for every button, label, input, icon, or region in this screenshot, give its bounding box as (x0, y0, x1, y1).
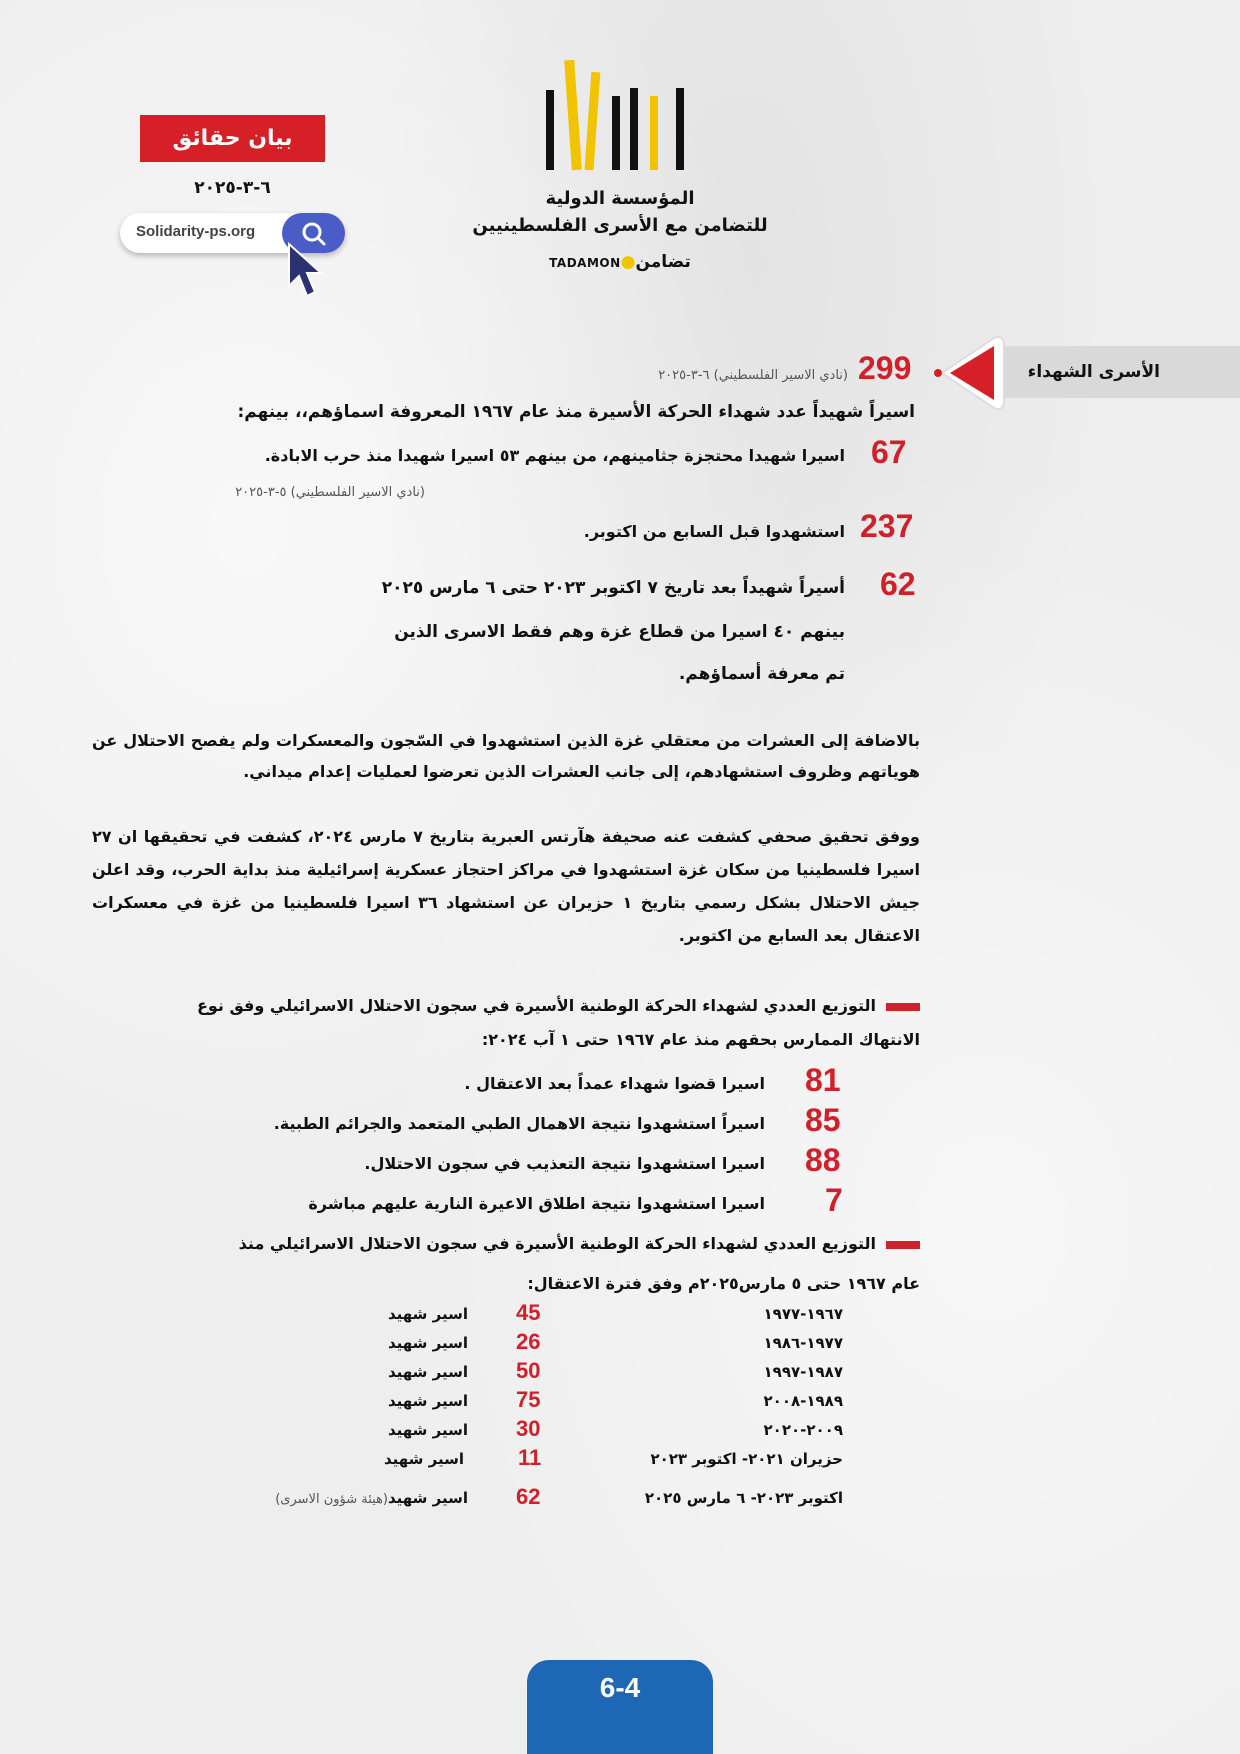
total-martyrs-number: 299 (858, 350, 912, 386)
period-range: اكتوبر ٢٠٢٣- ٦ مارس ٢٠٢٥ (644, 1489, 843, 1507)
website-url: Solidarity-ps.org (136, 223, 256, 240)
mouse-cursor-icon (285, 242, 325, 302)
violation-heading (197, 996, 920, 1015)
after-october-text-2: بينهم ٤٠ اسيرا من قطاع غزة وهم فقط الاسرى الذين (394, 622, 845, 642)
before-october-text: استشهدوا قبل السابع من اكتوبر. (583, 522, 845, 541)
period-range: ١٩٦٧-١٩٧٧ (763, 1305, 843, 1323)
period-label: اسير شهيد (387, 1392, 468, 1410)
section-marker (886, 1241, 920, 1249)
violation-number: 7 (825, 1182, 843, 1218)
held-bodies-source: (نادي الاسير الفلسطيني) ٥-٣-٢٠٢٥ (235, 485, 425, 500)
period-count: 26 (516, 1329, 541, 1354)
period-label: اسير شهيد (387, 1421, 468, 1439)
period-count: 30 (516, 1416, 541, 1441)
after-october-number: 62 (880, 566, 916, 602)
haaretz-investigation-paragraph: ووفق تحقيق صحفي كشفت عنه صحيفة هآرتس العبرية بتاريخ ٧ مارس ٢٠٢٤، كشفت في تحقيقها ان ٢٧ اسيرا فلسطينيا من سكان غزة استشهدوا في مراكز احتجاز عسكرية إسرائيلية منذ بداية الحرب، وقد اعلن جيش الاحتلال بشكل رسمي بتاريخ ١ حزيران عن استشهاد ٣٦ اسيرا فلسطينيا من غزة في معسكرات الاعتقال بعد السابع من اكتوبر. (92, 827, 920, 945)
period-label: اسير شهيد (387, 1305, 468, 1323)
total-martyrs-intro: اسيراً شهيداً عدد شهداء الحركة الأسيرة منذ عام ١٩٦٧ المعروفة اسماؤهم،، بينهم: (237, 402, 915, 422)
violation-number: 85 (805, 1102, 841, 1138)
before-october-number: 237 (860, 508, 914, 544)
period-count: 45 (516, 1300, 541, 1325)
period-count: 75 (516, 1387, 541, 1412)
period-label: اسير شهيد (387, 1489, 468, 1507)
logo-dot: ● (620, 252, 636, 272)
page-number: 6-4 (599, 1672, 641, 1703)
period-range: ١٩٨٧-١٩٩٧ (763, 1363, 843, 1381)
after-october-text-1: أسيراً شهيداً بعد تاريخ ٧ اكتوبر ٢٠٢٣ حتى ٦ مارس ٢٠٢٥ (381, 578, 845, 598)
section-arrow-icon (932, 332, 1012, 414)
period-range: حزيران ٢٠٢١- اكتوبر ٢٠٢٣ (650, 1450, 843, 1468)
period-count: 50 (516, 1358, 541, 1383)
after-october-text-3: تم معرفة أسماؤهم. (678, 664, 845, 684)
logo-org-subtitle: للتضامن مع الأسرى الفلسطينيين (472, 215, 768, 236)
fact-sheet-badge: بيان حقائق (140, 115, 325, 162)
violation-number: 88 (805, 1142, 841, 1178)
fact-sheet-date: ٦-٣-٢٠٢٥ (194, 178, 271, 198)
period-range: ٢٠٠٩-٢٠٢٠ (763, 1421, 843, 1439)
period-range: ١٩٨٩-٢٠٠٨ (763, 1392, 843, 1410)
period-label: اسير شهيد (383, 1450, 464, 1468)
section-marker (886, 1003, 920, 1011)
period-heading-line1: التوزيع العددي لشهداء الحركة الوطنية الأسيرة في سجون الاحتلال الاسرائيلي منذ (238, 1234, 876, 1253)
violation-text: اسيرا استشهدوا نتيجة التعذيب في سجون الاحتلال. (364, 1154, 765, 1173)
period-heading (239, 1234, 920, 1253)
period-heading-line2: عام ١٩٦٧ حتى ٥ مارس٢٠٢٥م وفق فترة الاعتقال: (527, 1274, 920, 1293)
violation-text: اسيرا استشهدوا نتيجة اطلاق الاعيرة النارية عليهم مباشرة (308, 1194, 765, 1213)
logo-org-name: المؤسسة الدولية (545, 188, 695, 209)
logo-wordmark (430, 252, 810, 272)
period-source: (هيئة شؤون الاسرى) (275, 1492, 388, 1507)
period-count: 11 (518, 1445, 542, 1470)
period-range: ١٩٧٧-١٩٨٦ (763, 1334, 843, 1352)
violation-text: اسيراً استشهدوا نتيجة الاهمال الطبي المتعمد والجرائم الطبية. (273, 1114, 765, 1133)
section-tab-label: الأسرى الشهداء (1027, 362, 1160, 382)
gaza-detainees-paragraph: بالاضافة إلى العشرات من معتقلي غزة الذين استشهدوا في السّجون والمعسكرات ولم يفصح الاحتلال عن هوياتهم وظروف استشهادهم، إلى جانب العشرات الذين تعرضوا لعمليات إعدام ميداني. (92, 731, 920, 781)
held-bodies-number: 67 (871, 434, 907, 470)
violation-heading-line1: التوزيع العددي لشهداء الحركة الوطنية الأسيرة في سجون الاحتلال الاسرائيلي وفق نوع (196, 996, 876, 1015)
violation-text: اسيرا قضوا شهداء عمداً بعد الاعتقال . (464, 1074, 765, 1093)
logo-bars-icon (546, 60, 692, 172)
total-martyrs-source: (نادي الاسير الفلسطيني) ٦-٣-٢٠٢٥ (658, 368, 848, 383)
logo-english-mark: TADAMON (549, 256, 621, 270)
period-label: اسير شهيد (387, 1334, 468, 1352)
violation-number: 81 (805, 1062, 841, 1098)
period-label: اسير شهيد (387, 1363, 468, 1381)
period-count: 62 (516, 1484, 541, 1509)
violation-heading-line2: الانتهاك الممارس بحقهم منذ عام ١٩٦٧ حتى ١ آب ٢٠٢٤: (481, 1030, 920, 1049)
held-bodies-text: اسيرا شهيدا محتجزة جثامينهم، من بينهم ٥٣ اسيرا شهيدا منذ حرب الابادة. (264, 446, 845, 465)
logo-arabic-mark: تضامن (635, 252, 691, 272)
